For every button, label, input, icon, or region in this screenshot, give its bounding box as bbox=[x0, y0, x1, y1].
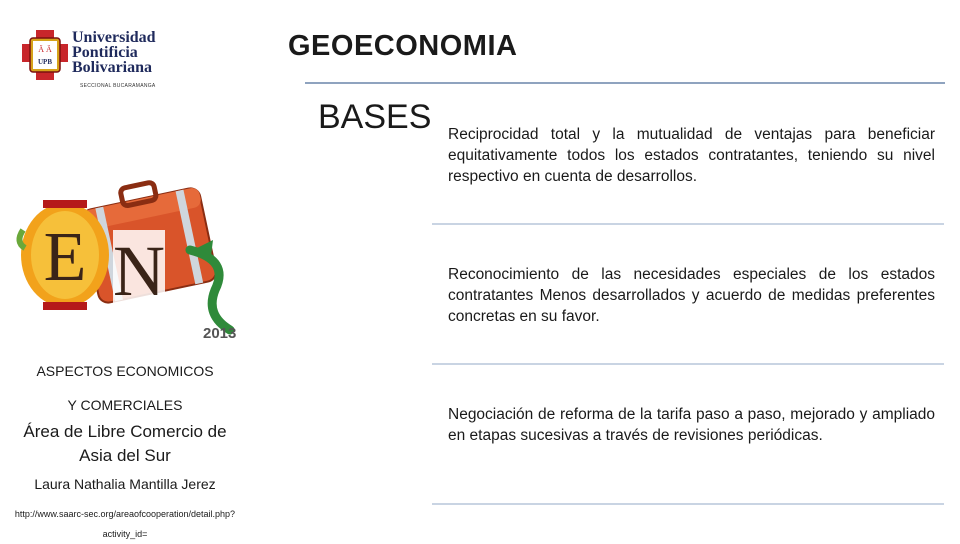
suitcase-e-n-2013-icon bbox=[15, 170, 245, 345]
logo-line-2: Pontificia bbox=[72, 44, 138, 61]
year-label: 2013 bbox=[203, 325, 237, 342]
university-logo bbox=[22, 30, 172, 92]
sidebar-heading: ASPECTOS ECONOMICOS bbox=[36, 363, 214, 379]
page-title: GEOECONOMIA bbox=[288, 30, 518, 62]
item-divider bbox=[432, 223, 944, 225]
section-label: BASES bbox=[318, 98, 432, 136]
sidebar-subheading: Y COMERCIALES bbox=[67, 397, 183, 413]
svg-text:UPB: UPB bbox=[38, 58, 52, 66]
university-crest-icon bbox=[22, 30, 68, 80]
logo-wordmark bbox=[72, 30, 182, 75]
bullet-item-3: Negociación de reforma de la tarifa paso a paso, mejorado y ampliado en etapas sucesivas a través de revisiones periódicas. bbox=[448, 406, 935, 444]
logo-line-1: Universidad bbox=[72, 29, 156, 46]
logo-subtitle: SECCIONAL BUCARAMANGA bbox=[80, 83, 156, 89]
source-url: http://www.saarc-sec.org/areaofcooperation/detail.php?activity_id= bbox=[14, 509, 236, 539]
author-name: Laura Nathalia Mantilla Jerez bbox=[34, 476, 216, 492]
sidebar-topic: Área de Libre Comercio de Asia del Sur bbox=[23, 422, 227, 465]
item-divider bbox=[432, 363, 944, 365]
item-divider bbox=[432, 503, 944, 505]
bullet-item-1: Reciprocidad total y la mutualidad de ventajas para beneficiar equitativamente todos los estados contratantes, teniendo su nivel respectivo en cuenta de desarrollos. bbox=[448, 126, 935, 185]
svg-text:Ä Ä: Ä Ä bbox=[38, 45, 52, 54]
bullet-item-2: Reconocimiento de las necesidades especiales de los estados contratantes Menos desarrollados y acuerdo de medidas preferentes concretas en su favor. bbox=[448, 266, 935, 325]
letter-e: E bbox=[43, 219, 87, 296]
letter-n: N bbox=[113, 231, 165, 311]
title-divider bbox=[305, 82, 945, 84]
logo-line-3: Bolivariana bbox=[72, 59, 153, 76]
